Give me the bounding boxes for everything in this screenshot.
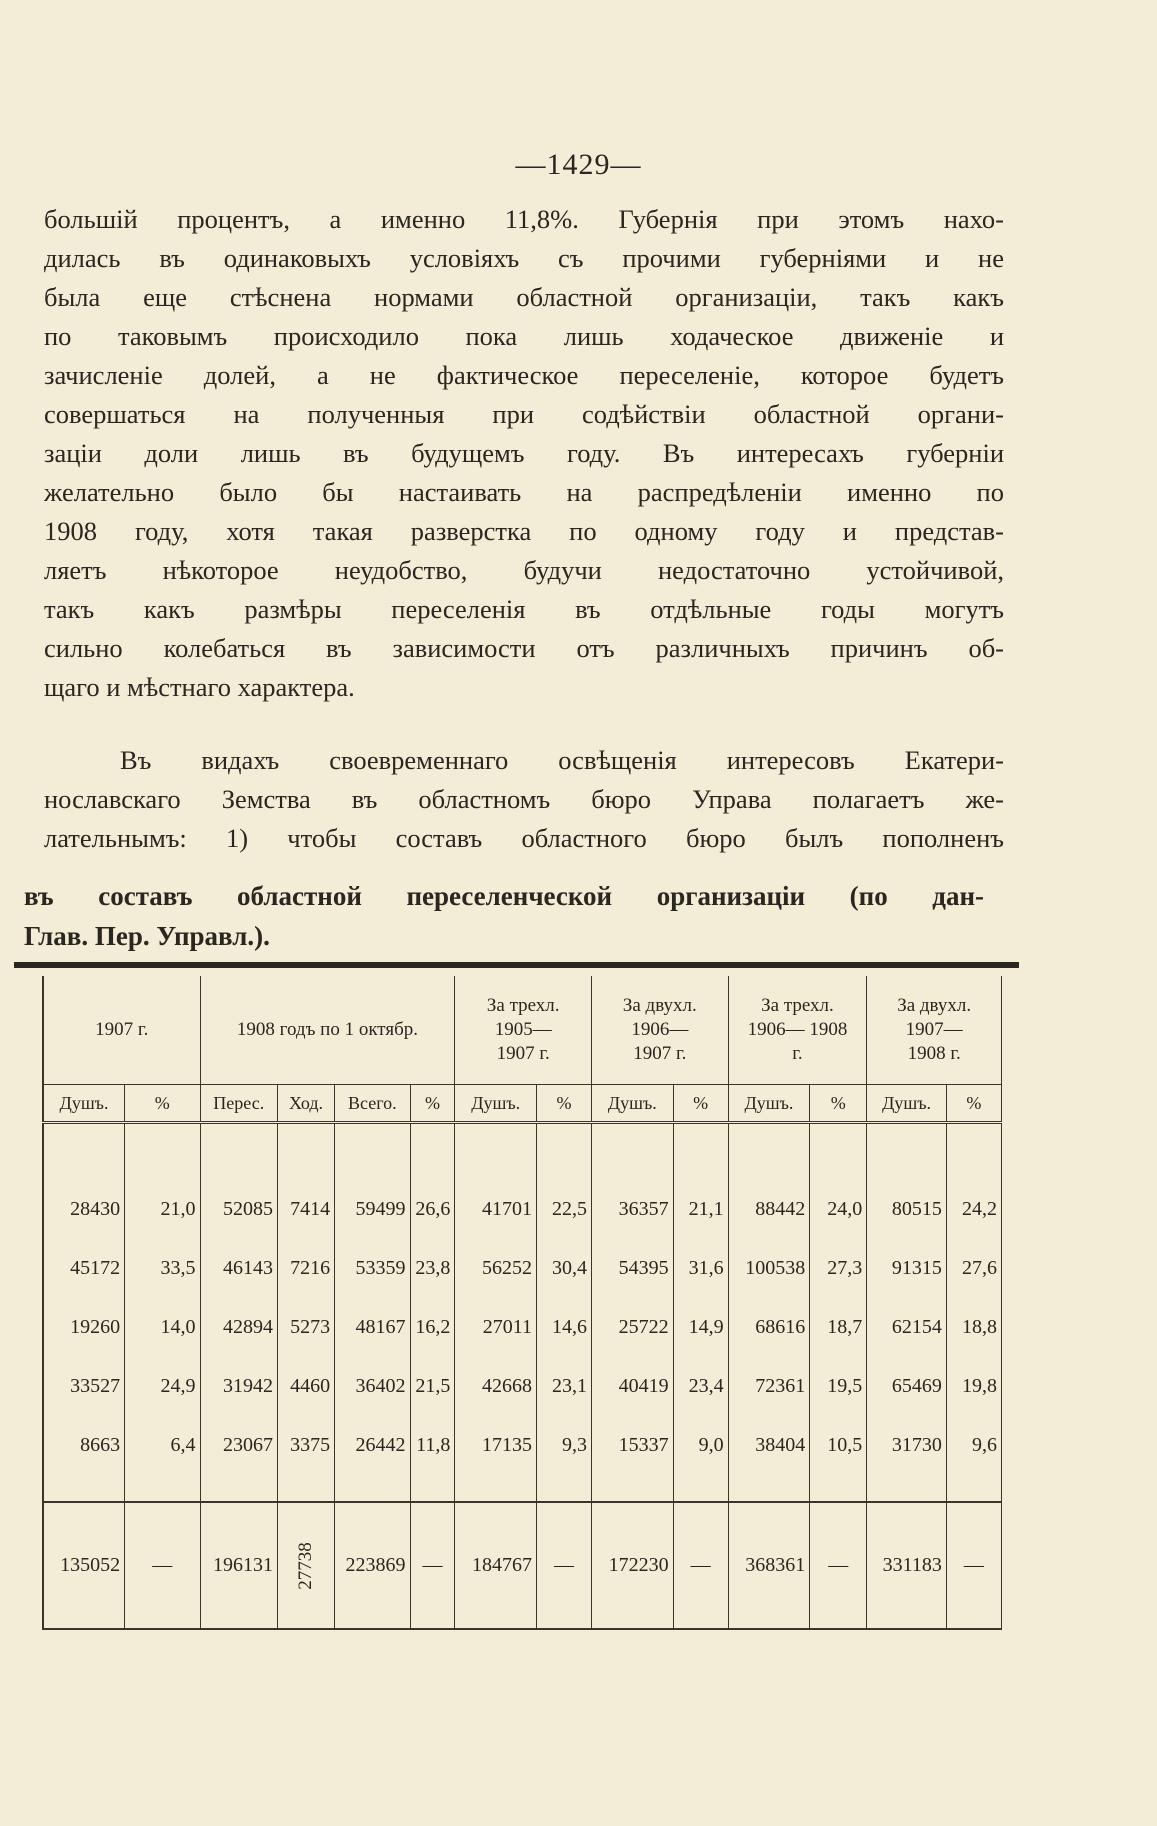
column-header: % [410,1085,455,1123]
table-cell: 65469 [867,1357,947,1416]
table-cell: 88442 [728,1123,810,1240]
table-cell: 22,5 [536,1123,591,1240]
total-cell: — [125,1502,200,1629]
table-cell: 11,8 [410,1416,455,1502]
total-cell: — [536,1502,591,1629]
text-line: была еще стѣснена нормами областной организаціи, такъ какъ [44,282,1004,312]
table-cell: 8663 [43,1416,125,1502]
table-cell: 40419 [592,1357,674,1416]
table-group-header-row [43,976,1002,1085]
table-total-row [43,1502,1002,1629]
table-cell: 59499 [335,1123,410,1240]
table-cell: 36402 [335,1357,410,1416]
table-cell: 23,4 [673,1357,728,1416]
text-line: щаго и мѣстнаго характера. [44,672,355,702]
column-header: Ход. [278,1085,335,1123]
table-cell: 21,1 [673,1123,728,1240]
table-cell: 54395 [592,1239,674,1298]
total-cell: — [810,1502,867,1629]
table-cell: 24,2 [946,1123,1001,1240]
table-cell: 14,9 [673,1298,728,1357]
table-cell: 18,7 [810,1298,867,1357]
table-cell: 68616 [728,1298,810,1357]
table-sub-header-row [43,1085,1002,1123]
column-header: Душъ. [867,1085,947,1123]
text-line: Въ видахъ своевременнаго освѣщенія интересовъ Екатери- [120,745,1004,775]
column-group-header: За двухл. 1906— 1907 г. [592,976,729,1085]
table-cell: 100538 [728,1239,810,1298]
paragraph-2 [44,741,1004,858]
total-cell: 368361 [728,1502,810,1629]
column-header: % [673,1085,728,1123]
table-cell: 31730 [867,1416,947,1502]
table-row [43,1298,1002,1357]
text-line: 1908 году, хотя такая разверстка по одному году и представ- [44,516,1004,546]
table-cell: 9,3 [536,1416,591,1502]
total-cell-vertical-text: 27738 [295,1542,317,1590]
text-line: желательно было бы настаивать на распредѣленіи именно по [44,477,1004,507]
table-cell: 24,0 [810,1123,867,1240]
table-heading [24,876,1024,956]
table-cell: 33527 [43,1357,125,1416]
table-cell: 25722 [592,1298,674,1357]
table-cell: 5273 [278,1298,335,1357]
table-cell: 46143 [200,1239,277,1298]
total-cell: 184767 [455,1502,537,1629]
table-cell: 27,6 [946,1239,1001,1298]
total-cell: — [673,1502,728,1629]
table-row [43,1357,1002,1416]
table-cell: 17135 [455,1416,537,1502]
total-cell: — [410,1502,455,1629]
table-cell: 56252 [455,1239,537,1298]
table-cell: 41701 [455,1123,537,1240]
table-cell: 27,3 [810,1239,867,1298]
column-header: Душъ. [592,1085,674,1123]
column-header: Душъ. [43,1085,125,1123]
table-cell: 62154 [867,1298,947,1357]
total-cell: — [946,1502,1001,1629]
table-cell: 3375 [278,1416,335,1502]
column-header: % [536,1085,591,1123]
table-cell: 28430 [43,1123,125,1240]
column-group-header: За трехл. 1905— 1907 г. [455,976,592,1085]
total-cell: 223869 [335,1502,410,1629]
table-cell: 23,1 [536,1357,591,1416]
column-group-header: За двухл. 1907— 1908 г. [867,976,1002,1085]
table-row [43,1123,1002,1240]
table-cell: 31,6 [673,1239,728,1298]
column-header: Душъ. [455,1085,537,1123]
table-cell: 30,4 [536,1239,591,1298]
table-cell: 15337 [592,1416,674,1502]
heading-line: Глав. Пер. Управл.). [24,921,270,951]
total-cell: 331183 [867,1502,947,1629]
column-header: % [946,1085,1001,1123]
table-cell: 36357 [592,1123,674,1240]
table-cell: 6,4 [125,1416,200,1502]
text-line: лательнымъ: 1) чтобы составъ областного бюро былъ пополненъ [44,823,1004,853]
total-cell: 196131 [200,1502,277,1629]
table-cell: 16,2 [410,1298,455,1357]
text-line: заціи доли лишь въ будущемъ году. Въ интересахъ губерніи [44,438,1004,468]
table-cell: 42668 [455,1357,537,1416]
text-line: нославскаго Земства въ областномъ бюро Управа полагаетъ же- [44,784,1004,814]
table-cell: 18,8 [946,1298,1001,1357]
table-cell: 23067 [200,1416,277,1502]
column-header: Всего. [335,1085,410,1123]
table-cell: 23,8 [410,1239,455,1298]
heading-line: въ составъ областной переселенческой организаціи (по дан- [24,881,984,911]
column-header: Перес. [200,1085,277,1123]
column-header: Душъ. [728,1085,810,1123]
table-cell: 24,9 [125,1357,200,1416]
table-cell: 91315 [867,1239,947,1298]
table-cell: 14,6 [536,1298,591,1357]
page-number: —1429— [515,148,642,181]
table-cell: 72361 [728,1357,810,1416]
table-cell: 19,8 [946,1357,1001,1416]
table-top-rule [14,962,1019,968]
table-cell: 14,0 [125,1298,200,1357]
table-cell: 42894 [200,1298,277,1357]
table-cell: 53359 [335,1239,410,1298]
paragraph-1 [44,200,1004,707]
total-cell: 172230 [592,1502,674,1629]
table-cell: 26,6 [410,1123,455,1240]
column-group-header: За трехл. 1906— 1908 г. [728,976,867,1085]
column-group-header: 1908 годъ по 1 октябр. [200,976,455,1085]
text-line: ляетъ нѣкоторое неудобство, будучи недостаточно устойчивой, [44,555,1004,585]
table-cell: 27011 [455,1298,537,1357]
table-cell: 33,5 [125,1239,200,1298]
table-cell: 10,5 [810,1416,867,1502]
table-cell: 4460 [278,1357,335,1416]
table-cell: 38404 [728,1416,810,1502]
table-cell: 19,5 [810,1357,867,1416]
text-line: такъ какъ размѣры переселенія въ отдѣльные годы могутъ [44,594,1004,624]
table-cell: 31942 [200,1357,277,1416]
table-cell: 21,0 [125,1123,200,1240]
data-table [42,976,1002,1630]
text-line: сильно колебаться въ зависимости отъ различныхъ причинъ об- [44,633,1004,663]
text-line: по таковымъ происходило пока лишь ходаческое движеніе и [44,321,1004,351]
table-cell: 7216 [278,1239,335,1298]
table-cell: 9,6 [946,1416,1001,1502]
column-header: % [125,1085,200,1123]
column-group-header: 1907 г. [43,976,200,1085]
body-text [44,200,1004,858]
text-line: дилась въ одинаковыхъ условіяхъ съ прочими губерніями и не [44,243,1004,273]
text-line: совершаться на полученныя при содѣйствіи областной органи- [44,399,1004,429]
table-cell: 9,0 [673,1416,728,1502]
table-cell: 52085 [200,1123,277,1240]
table-cell: 80515 [867,1123,947,1240]
table-row [43,1239,1002,1298]
table-cell: 19260 [43,1298,125,1357]
table-cell: 7414 [278,1123,335,1240]
total-cell [278,1502,335,1629]
total-cell: 135052 [43,1502,125,1629]
table-cell: 48167 [335,1298,410,1357]
table-cell: 45172 [43,1239,125,1298]
text-line: зачисленіе долей, а не фактическое переселеніе, которое будетъ [44,360,1004,390]
table-row [43,1416,1002,1502]
column-header: % [810,1085,867,1123]
table-cell: 21,5 [410,1357,455,1416]
text-line: большій процентъ, а именно 11,8%. Губернія при этомъ нахо- [44,204,1004,234]
table-cell: 26442 [335,1416,410,1502]
